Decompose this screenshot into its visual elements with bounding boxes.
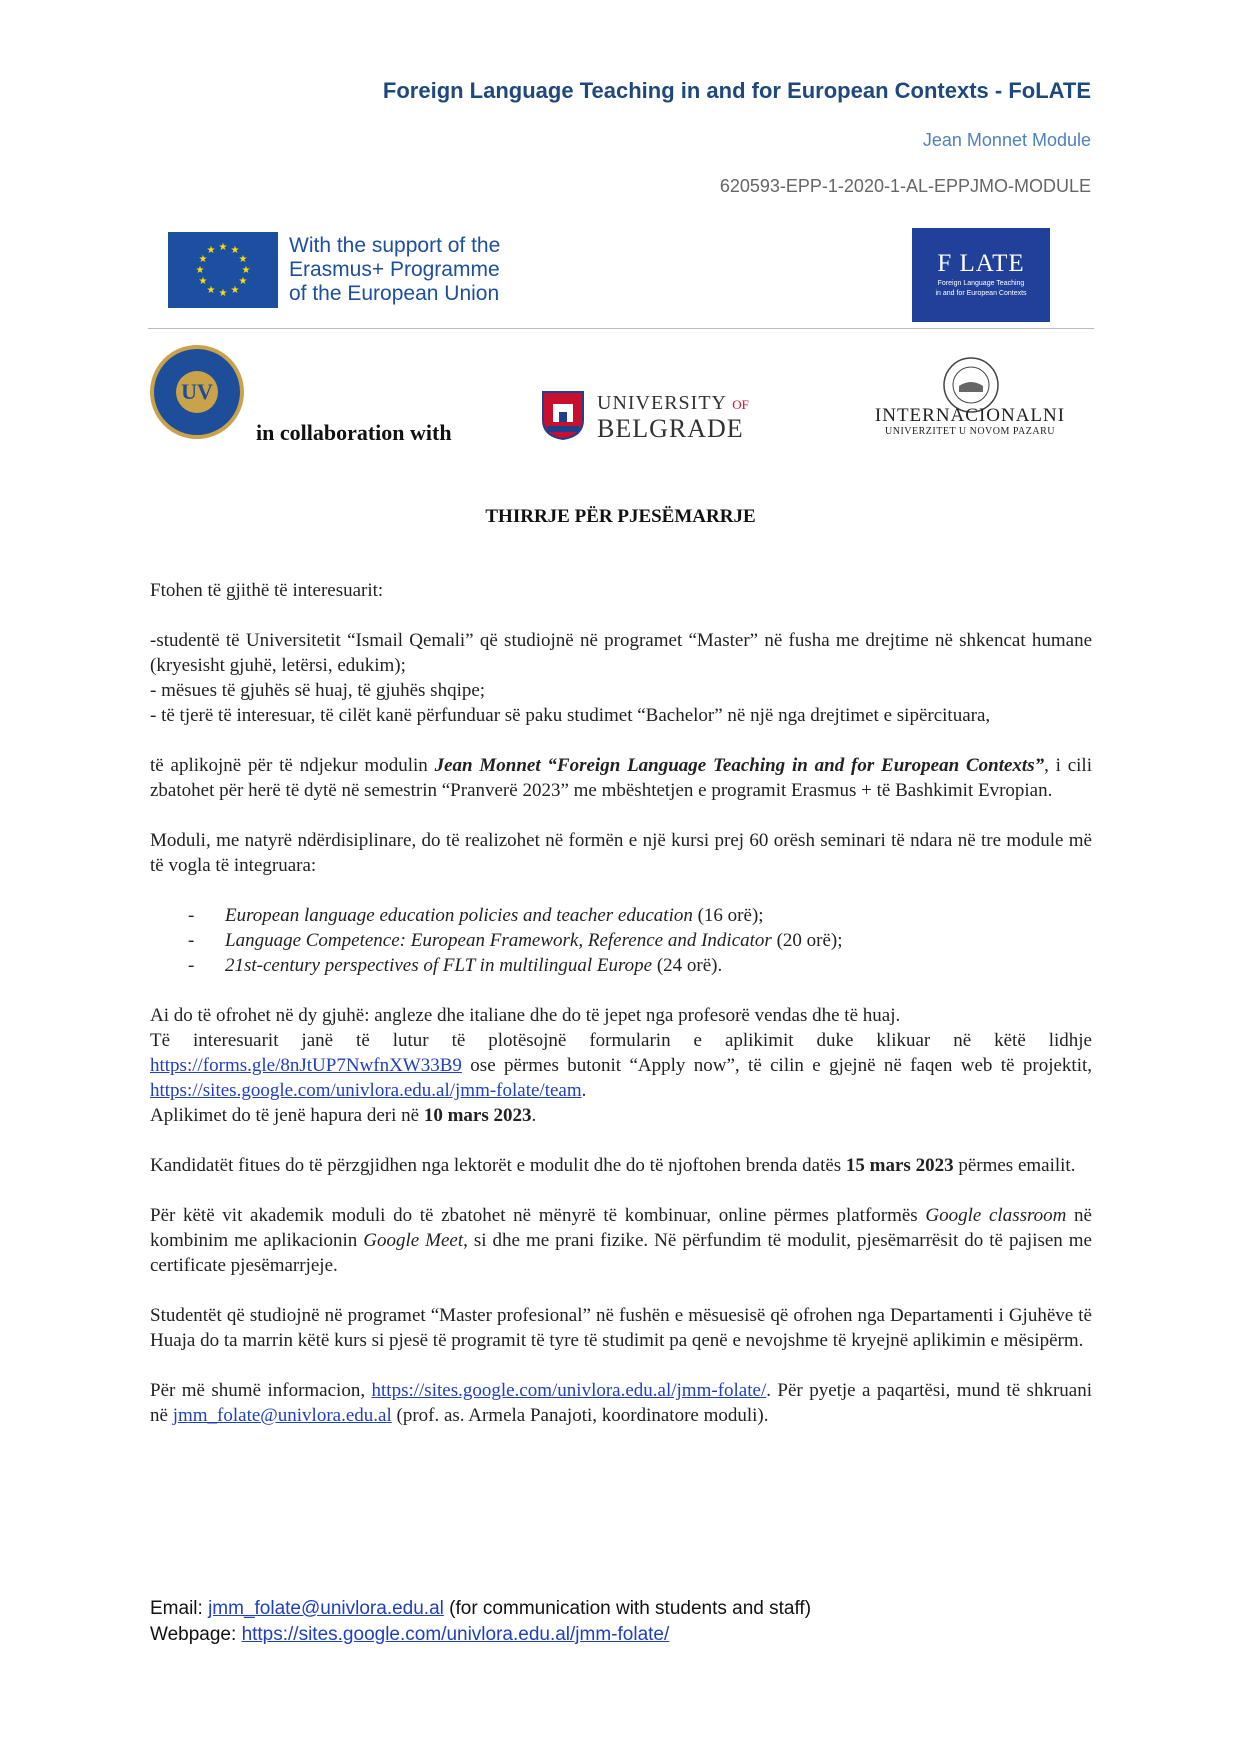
mode-paragraph: Për këtë vit akademik moduli do të zbatohet në mënyrë të kombinuar, online përmes platformës Google classroom në kombinim me aplikacionin Google Meet, si dhe me prani fizike. Në përfundim të modulit, pjesëmarrësit do të pajisen me certificate pjesëmarrjeje. <box>150 1205 1092 1276</box>
svg-text:★: ★ <box>198 276 208 287</box>
svg-text:★: ★ <box>206 245 216 256</box>
folate-logo: F LATE Foreign Language Teaching in and for European Contexts <box>912 228 1050 322</box>
footer-email-line: Email: jmm_folate@univlora.edu.al (for communication with students and staff) <box>150 1598 812 1619</box>
collaboration-text: in collaboration with <box>256 420 452 445</box>
list-item: - European language education policies and teacher education (16 orë); <box>188 905 764 926</box>
apply-paragraph: të aplikojnë për të ndjekur modulin Jean Monnet “Foreign Language Teaching in and for European Contexts”, i cili zbatohet për herë të dytë në semestrin “Pranverë 2023” me mbështetjen e programit Erasmus + të Bashkimit Evropian. <box>150 755 1092 801</box>
info-paragraph: Për më shumë informacion, https://sites.google.com/univlora.edu.al/jmm-folate/. Për pyetje a paqartësi, mund të shkruani në jmm_folate@univlora.edu.al (prof. as. Armela Panajoti, koordinatore moduli). <box>150 1380 1092 1426</box>
language-paragraph: Ai do të ofrohet në dy gjuhë: angleze dhe italiane dhe do të jepet nga profesorë vendas dhe të huaj. <box>150 1005 901 1026</box>
eu-flag-icon <box>168 232 278 308</box>
univlora-seal-logo: UV <box>150 345 244 439</box>
eu-support-text: With the support of the Erasmus+ Programme of the European Union <box>289 234 501 305</box>
header-divider <box>148 328 1094 329</box>
footer-email-link[interactable]: jmm_folate@univlora.edu.al <box>208 1598 444 1619</box>
project-code: 620593-EPP-1-2020-1-AL-EPPJMO-MODULE <box>719 176 1091 196</box>
selection-paragraph: Kandidatët fitues do të përzgjidhen nga lektorët e modulit dhe do të njoftohen brenda datës 15 mars 2023 përmes emailit. <box>150 1155 1076 1176</box>
document-title: THIRRJE PËR PJESËMARRJE <box>485 506 756 527</box>
footer-contact <box>150 1596 811 1648</box>
greeting: Ftohen të gjithë të interesuarit: <box>150 580 384 601</box>
svg-text:★: ★ <box>238 254 248 265</box>
svg-text:★: ★ <box>195 265 205 276</box>
list-item: - Language Competence: European Framework, Reference and Indicator (20 orë); <box>188 930 843 951</box>
audience-item: -studentë të Universitetit “Ismail Qemali” që studiojnë në programet “Master” në fusha me drejtime në shkencat humane (kryesisht gjuhë, letërsi, edukim); <box>150 630 1092 676</box>
footer-web-line: Webpage: https://sites.google.com/univlora.edu.al/jmm-folate/ <box>150 1624 670 1645</box>
belgrade-shield-icon <box>541 390 585 440</box>
svg-text:★: ★ <box>230 285 240 296</box>
svg-text:★: ★ <box>218 288 228 299</box>
svg-text:★: ★ <box>238 276 248 287</box>
master-paragraph: Studentët që studiojnë në programet “Master profesional” në fushën e mësuesisë që ofrohen nga Departamenti i Gjuhëve të Huaja do ta marrin këtë kurs si pjesë të programit të tyre të studimit pa qenë e nevojshme të kryejnë aplikimin e mësipërm. <box>150 1305 1092 1351</box>
form-paragraph: Të interesuarit janë të lutur të plotësojnë formularin e aplikimit duke klikuar në këtë lidhje https://forms.gle/8nJtUP7NwfnXW33B9 ose përmes butonit “Apply now”, të cilin e gjejnë në faqen web të projektit, https://sites.google.com/univlora.edu.al/jmm-folate/team. <box>150 1030 1092 1101</box>
internacionalni-logo-text: INTERNACIONALNI UNIVERZITET U NOVOM PAZARU <box>874 405 1066 437</box>
svg-text:★: ★ <box>198 254 208 265</box>
list-item: - 21st-century perspectives of FLT in multilingual Europe (24 orë). <box>188 955 723 976</box>
header-title: Foreign Language Teaching in and for European Contexts - FoLATE <box>382 78 1091 103</box>
svg-text:★: ★ <box>230 245 240 256</box>
document-body <box>150 578 1092 1428</box>
footer-web-link[interactable]: https://sites.google.com/univlora.edu.al/jmm-folate/ <box>241 1624 670 1645</box>
project-site-link[interactable]: https://sites.google.com/univlora.edu.al/jmm-folate/ <box>371 1380 767 1401</box>
deadline-paragraph: Aplikimet do të jenë hapura deri në 10 mars 2023. <box>150 1105 537 1126</box>
module-list <box>150 903 1092 978</box>
belgrade-logo-text: UNIVERSITY OF BELGRADE <box>597 392 749 443</box>
form-link[interactable]: https://forms.gle/8nJtUP7NwfnXW33B9 <box>150 1055 462 1076</box>
contact-email-link[interactable]: jmm_folate@univlora.edu.al <box>172 1405 392 1426</box>
svg-text:★: ★ <box>206 285 216 296</box>
svg-text:★: ★ <box>241 265 251 276</box>
audience-item: - mësues të gjuhës së huaj, të gjuhës shqipe; <box>150 680 486 701</box>
svg-text:★: ★ <box>218 242 228 253</box>
module-description: Moduli, me natyrë ndërdisiplinare, do të realizohet në formën e një kursi prej 60 orësh seminari të ndara në tre module më të vogla të integruara: <box>150 830 1092 876</box>
audience-item: - të tjerë të interesuar, të cilët kanë përfunduar së paku studimet “Bachelor” në një nga drejtimet e sipërcituara, <box>150 705 991 726</box>
header-subtitle: Jean Monnet Module <box>922 130 1091 150</box>
team-page-link[interactable]: https://sites.google.com/univlora.edu.al/jmm-folate/team <box>150 1080 582 1101</box>
